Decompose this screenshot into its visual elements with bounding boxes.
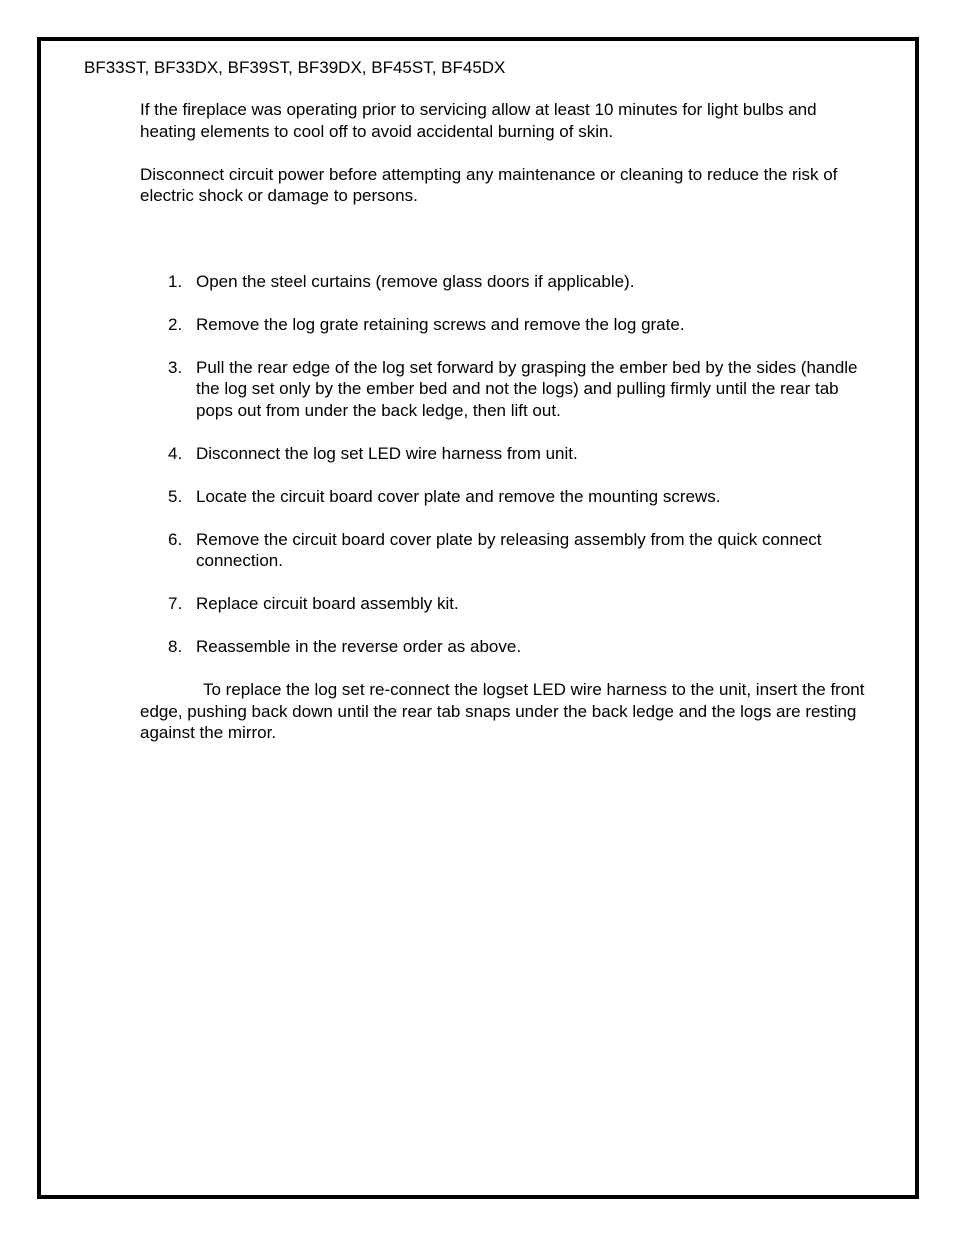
step-number: 3.: [168, 357, 183, 377]
model-list-header: BF33ST, BF33DX, BF39ST, BF39DX, BF45ST, BF45DX: [84, 58, 506, 77]
step-text: Disconnect the log set LED wire harness from unit.: [196, 443, 578, 463]
step-text: Remove the circuit board cover plate by releasing assembly from the quick connect connection.: [196, 529, 822, 570]
step-item: [140, 486, 875, 508]
step-item: [140, 314, 875, 336]
disconnect-power-warning: Disconnect circuit power before attempting any maintenance or cleaning to reduce the risk of electric shock or damage to persons.: [140, 164, 838, 205]
replacement-steps-list: [140, 271, 875, 658]
step-text: Reassemble in the reverse order as above.: [196, 637, 522, 656]
document-body: [140, 99, 875, 744]
step-number: 4.: [168, 443, 183, 463]
step-item: [140, 271, 875, 293]
step-text: Locate the circuit board cover plate and remove the mounting screws.: [196, 486, 721, 506]
step-number: 8.: [168, 637, 183, 656]
step-number: 5.: [168, 486, 183, 506]
step-number: 2.: [168, 314, 183, 334]
step-item: [140, 636, 875, 658]
step-number: 1.: [168, 271, 183, 291]
step-text: Replace circuit board assembly kit.: [196, 594, 459, 613]
step-text: Remove the log grate retaining screws and remove the log grate.: [196, 314, 685, 334]
step-item: [140, 529, 875, 572]
step-item: [140, 443, 875, 465]
cool-off-warning: If the fireplace was operating prior to servicing allow at least 10 minutes for light bulbs and heating elements to cool off to avoid accidental burning of skin.: [140, 100, 817, 141]
step-item: [140, 357, 875, 422]
step-number: 6.: [168, 529, 183, 549]
step-text: Open the steel curtains (remove glass doors if applicable).: [196, 271, 635, 291]
step-number: 7.: [168, 594, 183, 613]
step-text: Pull the rear edge of the log set forward by grasping the ember bed by the sides (handle the log set only by the ember bed and not the logs) and pulling firmly until the rear tab pops out from under the back ledge, then lift out.: [196, 357, 858, 420]
step-item: [140, 593, 875, 615]
closing-instructions: To replace the log set re-connect the logset LED wire harness to the unit, insert the front edge, pushing back down until the rear tab snaps under the back ledge and the logs are resting against the mirror.: [140, 680, 865, 742]
